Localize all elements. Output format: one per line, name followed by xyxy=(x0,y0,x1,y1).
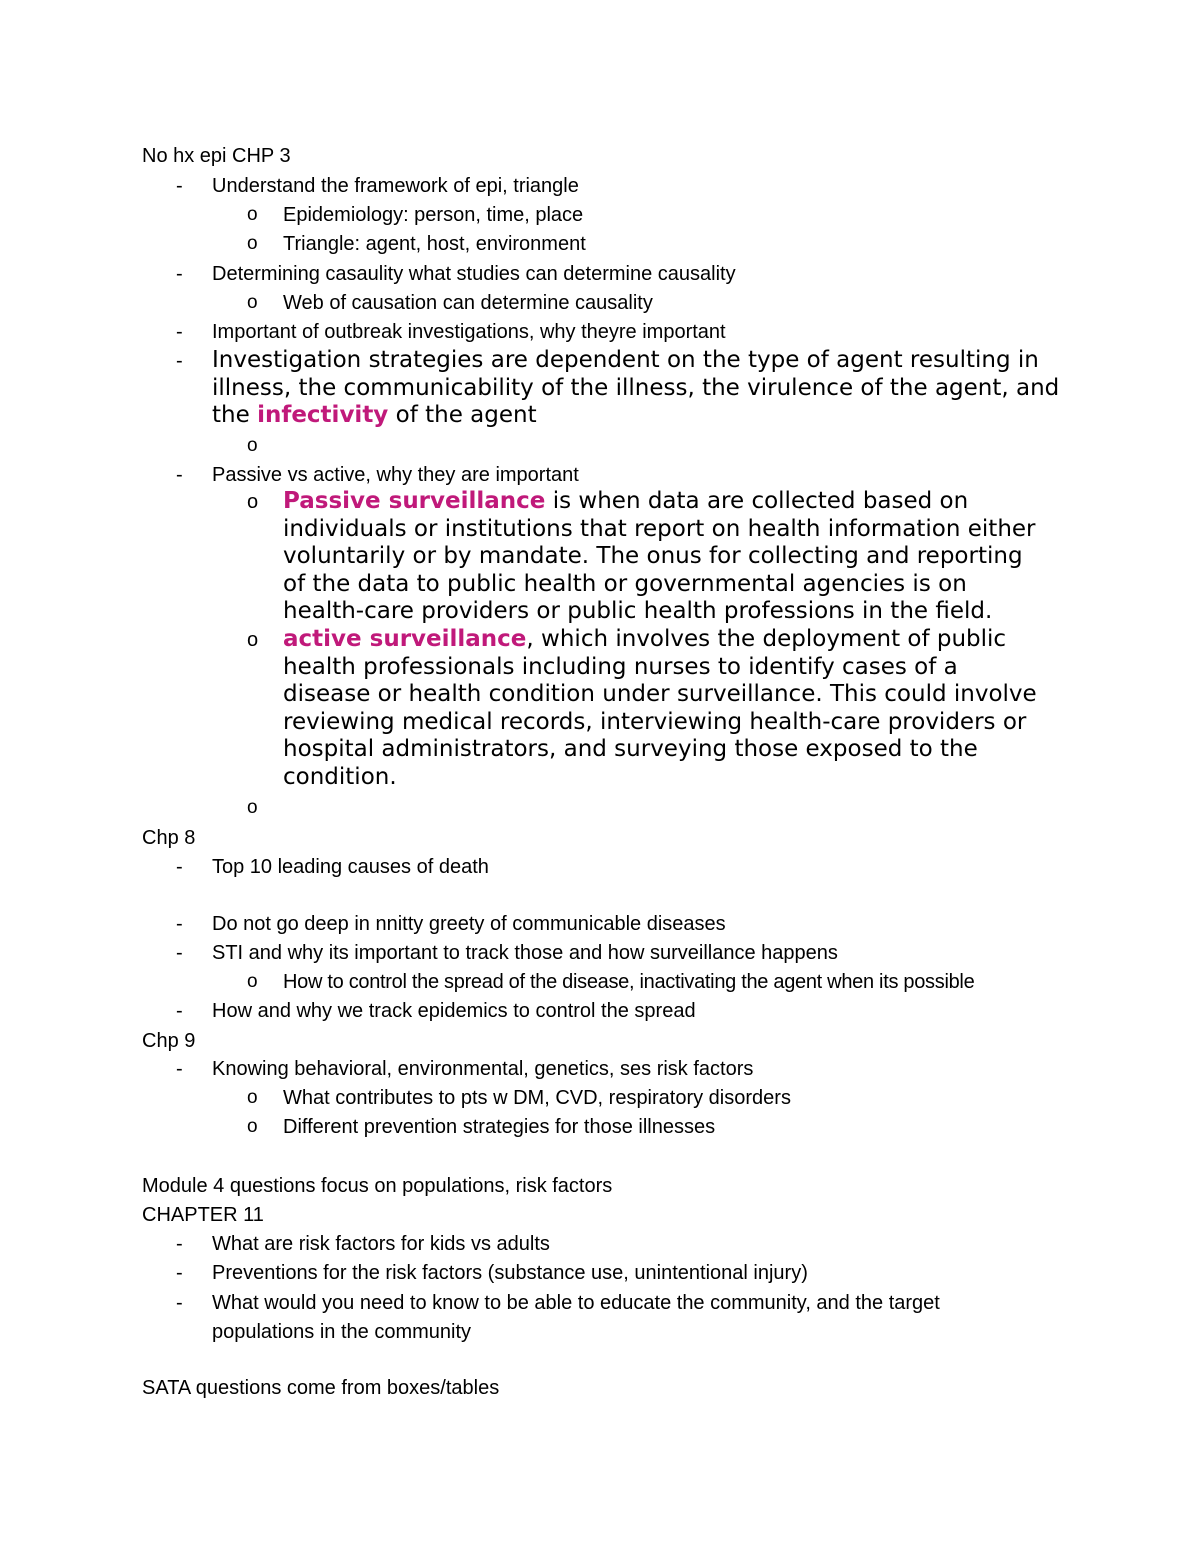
list-item xyxy=(176,347,1076,430)
circle-bullet: o xyxy=(247,797,258,818)
sata-line: SATA questions come from boxes/tables xyxy=(142,1377,500,1399)
chp9-heading: Chp 9 xyxy=(142,1030,196,1052)
item-text: How to control the spread of the disease, inactivating the agent when its possible xyxy=(283,971,975,993)
item-text: Do not go deep in nnitty greety of communicable diseases xyxy=(212,913,726,935)
list-item xyxy=(247,488,1037,626)
circle-bullet: o xyxy=(247,971,258,992)
list-item xyxy=(176,262,1076,286)
active-surveillance-term: active surveillance xyxy=(283,626,527,652)
list-item xyxy=(247,1086,1077,1110)
dash-bullet: - xyxy=(176,1292,183,1314)
dash-bullet: - xyxy=(176,1233,183,1255)
infectivity-term: infectivity xyxy=(257,402,389,428)
circle-bullet: o xyxy=(247,629,259,651)
list-item xyxy=(176,999,1076,1023)
item-text: Important of outbreak investigations, why theyre important xyxy=(212,321,726,343)
list-item xyxy=(176,174,1076,198)
list-item xyxy=(176,463,1076,487)
circle-bullet: o xyxy=(247,1087,258,1108)
list-item xyxy=(247,232,1077,256)
list-item xyxy=(176,855,1076,879)
list-item xyxy=(176,320,1076,344)
circle-bullet: o xyxy=(247,1116,258,1137)
active-paragraph: active surveillance, which involves the deployment of public health professionals including nurses to identify cases of a disease or health condition under surveillance. This could involve reviewing medical records, interviewing health-care providers or hospital administrators, and surveying those exposed to the condition. xyxy=(283,626,1037,790)
circle-bullet: o xyxy=(247,491,259,513)
passive-surveillance-term: Passive surveillance xyxy=(283,488,546,514)
investigation-paragraph: Investigation strategies are dependent on the type of agent resulting in illness, the communicability of the illness, the virulence of the agent, and the infectivity of the agent xyxy=(212,347,1060,428)
item-text: Top 10 leading causes of death xyxy=(212,856,489,878)
item-text: What are risk factors for kids vs adults xyxy=(212,1233,550,1255)
dash-bullet: - xyxy=(176,464,183,486)
list-item xyxy=(247,626,1037,791)
item-text: What would you need to know to be able to educate the community, and the target populations in the community xyxy=(212,1292,940,1343)
item-text: Web of causation can determine causality xyxy=(283,292,653,314)
dash-bullet: - xyxy=(176,913,183,935)
chp3-heading: No hx epi CHP 3 xyxy=(142,145,291,167)
item-text: Understand the framework of epi, triangle xyxy=(212,175,579,197)
dash-bullet: - xyxy=(176,175,183,197)
list-item xyxy=(247,291,1077,315)
list-item xyxy=(247,970,1107,994)
dash-bullet: - xyxy=(176,350,183,372)
dash-bullet: - xyxy=(176,1058,183,1080)
module4-line: Module 4 questions focus on populations, risk factors xyxy=(142,1175,613,1197)
dash-bullet: - xyxy=(176,321,183,343)
dash-bullet: - xyxy=(176,856,183,878)
circle-bullet: o xyxy=(247,435,258,456)
list-item xyxy=(176,912,1076,936)
item-text: STI and why its important to track those and how surveillance happens xyxy=(212,942,838,964)
item-text: Determining casaulity what studies can determine causality xyxy=(212,263,736,285)
item-text: Epidemiology: person, time, place xyxy=(283,204,584,226)
item-text: Preventions for the risk factors (substance use, unintentional injury) xyxy=(212,1262,808,1284)
item-text: Knowing behavioral, environmental, genetics, ses risk factors xyxy=(212,1058,754,1080)
chapter11-heading: CHAPTER 11 xyxy=(142,1204,264,1226)
circle-bullet: o xyxy=(247,233,258,254)
item-text: Different prevention strategies for those illnesses xyxy=(283,1116,716,1138)
item-text: How and why we track epidemics to control the spread xyxy=(212,1000,696,1022)
item-text: Passive vs active, why they are important xyxy=(212,464,579,486)
dash-bullet: - xyxy=(176,942,183,964)
dash-bullet: - xyxy=(176,1000,183,1022)
list-item xyxy=(247,203,1077,227)
item-text: What contributes to pts w DM, CVD, respiratory disorders xyxy=(283,1087,791,1109)
chp8-heading: Chp 8 xyxy=(142,827,196,849)
circle-bullet: o xyxy=(247,204,258,225)
list-item xyxy=(176,1232,1076,1256)
circle-bullet: o xyxy=(247,292,258,313)
dash-bullet: - xyxy=(176,263,183,285)
list-item xyxy=(176,941,1076,965)
list-item xyxy=(176,1057,1076,1081)
list-item xyxy=(176,1261,1076,1285)
item-text: Triangle: agent, host, environment xyxy=(283,233,586,255)
list-item xyxy=(247,1115,1077,1139)
passive-paragraph: Passive surveillance is when data are collected based on individuals or institutions that report on health information either voluntarily or by mandate. The onus for collecting and reporting of the data to public health or governmental agencies is on health-care providers or public health professions in the field. xyxy=(283,488,1036,624)
list-item xyxy=(176,1289,1046,1347)
dash-bullet: - xyxy=(176,1262,183,1284)
